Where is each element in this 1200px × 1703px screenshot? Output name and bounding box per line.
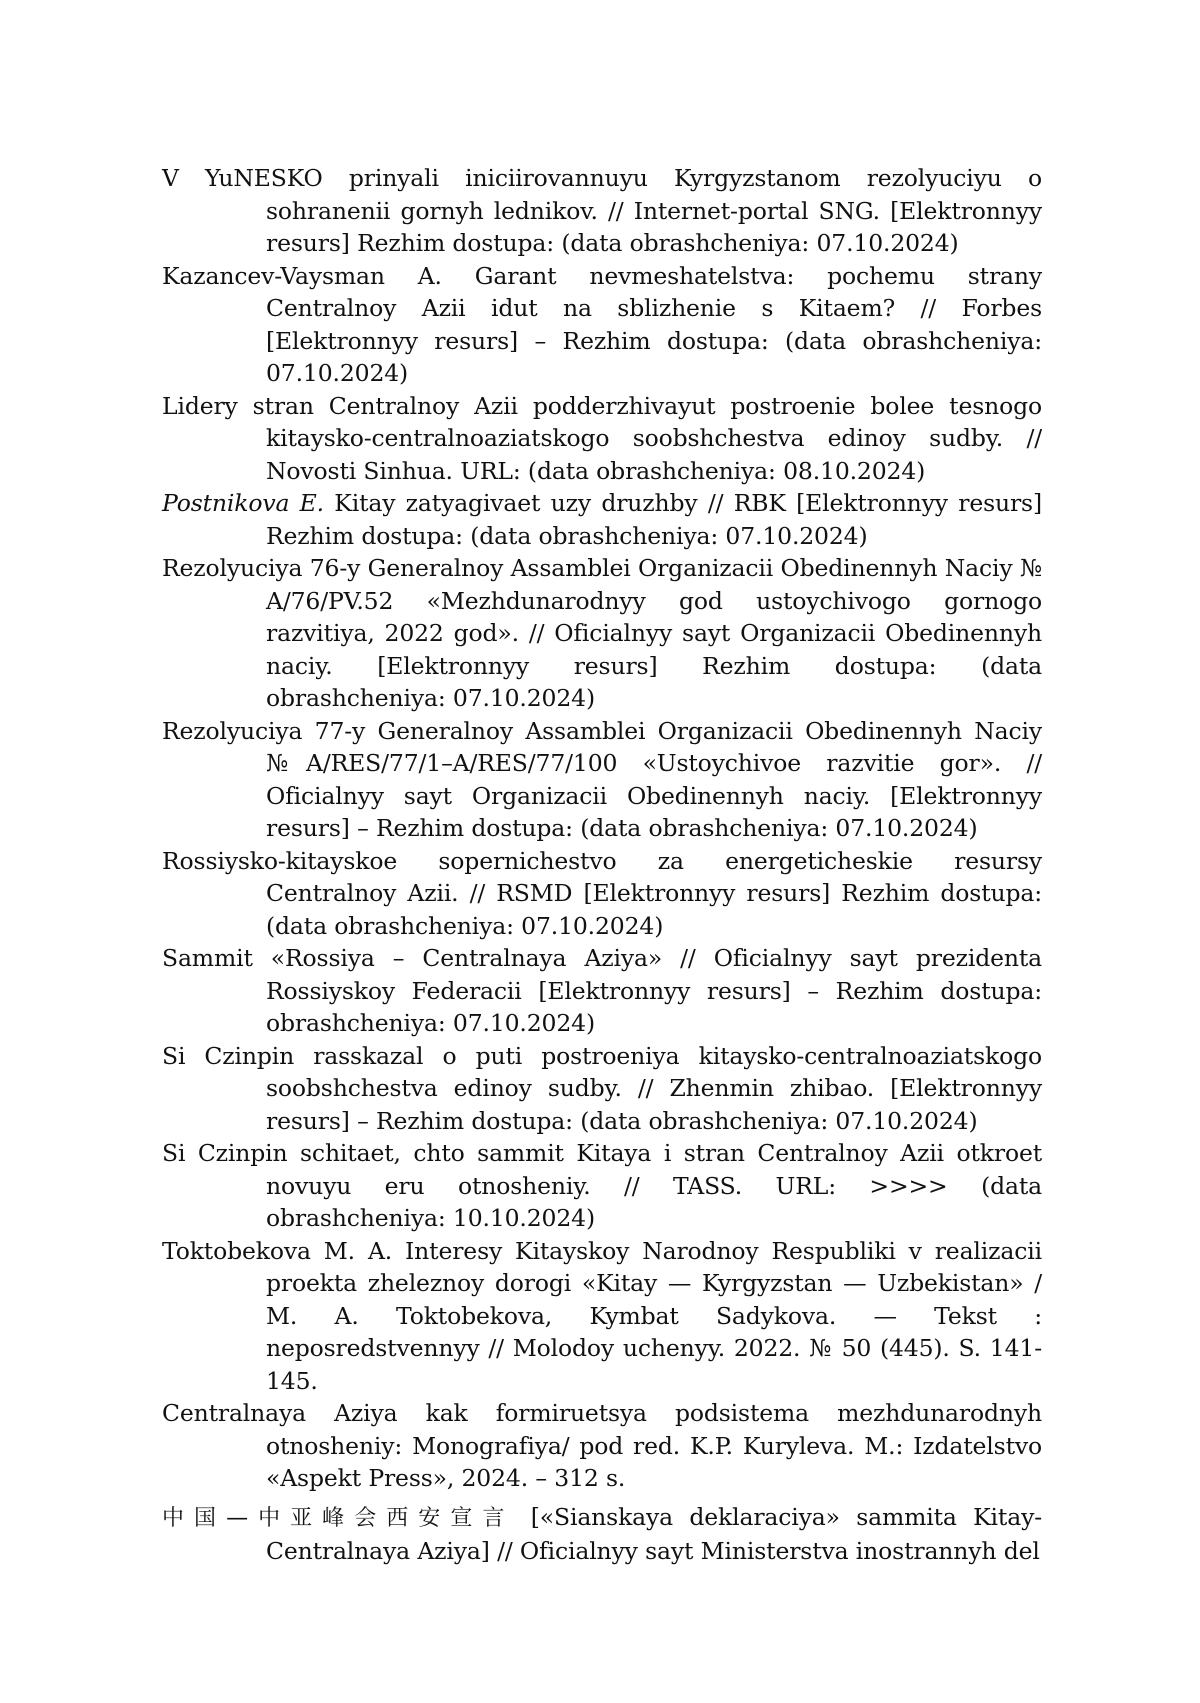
reference-text: Rezolyuciya 76-y Generalnoy Assamblei Organizacii Obedinennyh Naciy № A/76/PV.52 «Mezhdunarodnyy god ustoychivogo gornogo razvitiya, 2022 god». // Oficialnyy sayt Organizacii Obedinennyh naciy. [Elektronnyy resurs] Rezhim dostupa: (data obrashcheniya: 07.10.2024)	[162, 554, 1042, 712]
reference-item	[162, 845, 1042, 943]
reference-item	[162, 1137, 1042, 1235]
reference-text: V YuNESKO prinyali iniciirovannuyu Kyrgyzstanom rezolyuciyu o sohranenii gornyh lednikov. // Internet-portal SNG. [Elektronnyy resurs] Rezhim dostupa: (data obrashcheniya: 07.10.2024)	[162, 164, 1042, 257]
reference-text: Toktobekova M. A. Interesy Kitayskoy Narodnoy Respubliki v realizacii proekta zheleznoy dorogi «Kitay — Kyrgyzstan — Uzbekistan» / M. A. Toktobekova, Kymbat Sadykova. — Tekst : neposredstvennyy // Molodoy uchenyy. 2022. № 50 (445). S. 141-145.	[162, 1237, 1042, 1395]
reference-text: Si Czinpin schitaet, chto sammit Kitaya i stran Centralnoy Azii otkroet novuyu eru otnosheniy. // TASS. URL: >>>> (data obrashcheniya: 10.10.2024)	[162, 1139, 1042, 1232]
reference-text: Sammit «Rossiya – Centralnaya Aziya» // Oficialnyy sayt prezidenta Rossiyskoy Federacii [Elektronnyy resurs] – Rezhim dostupa: obrashcheniya: 07.10.2024)	[162, 944, 1042, 1037]
reference-text: [«Sianskaya deklaraciya» sammita Kitay-Centralnaya Aziya] // Oficialnyy sayt Ministerstva inostrannyh del	[266, 1503, 1042, 1566]
reference-item	[162, 390, 1042, 488]
reference-item	[162, 1397, 1042, 1495]
reference-item	[162, 487, 1042, 552]
reference-item	[162, 1501, 1042, 1568]
reference-text: Si Czinpin rasskazal o puti postroeniya kitaysko-centralnoaziatskogo soobshchestva edinoy sudby. // Zhenmin zhibao. [Elektronnyy resurs] – Rezhim dostupa: (data obrashcheniya: 07.10.2024)	[162, 1042, 1042, 1135]
reference-text: Kazancev-Vaysman A. Garant nevmeshatelstva: pochemu strany Centralnoy Azii idut na sblizhenie s Kitaem? // Forbes [Elektronnyy resurs] – Rezhim dostupa: (data obrashcheniya: 07.10.2024)	[162, 262, 1042, 388]
reference-item	[162, 260, 1042, 390]
reference-text: Rossiysko-kitayskoe sopernichestvo za energeticheskie resursy Centralnoy Azii. // RSMD [Elektronnyy resurs] Rezhim dostupa: (data obrashcheniya: 07.10.2024)	[162, 847, 1042, 940]
reference-author: Postnikova E.	[162, 489, 324, 517]
reference-text: Lidery stran Centralnoy Azii podderzhivayut postroenie bolee tesnogo kitaysko-centralnoaziatskogo soobshchestva edinoy sudby. // Novosti Sinhua. URL: (data obrashcheniya: 08.10.2024)	[162, 392, 1042, 485]
reference-list	[162, 162, 1042, 1568]
reference-item	[162, 162, 1042, 260]
reference-text: Rezolyuciya 77-y Generalnoy Assamblei Organizacii Obedinennyh Naciy №A/RES/77/1–A/RES/77/100 «Ustoychivoe razvitie gor». // Oficialnyy sayt Organizacii Obedinennyh naciy. [Elektronnyy resurs] – Rezhim dostupa: (data obrashcheniya: 07.10.2024)	[162, 717, 1042, 843]
reference-item	[162, 1235, 1042, 1398]
reference-text: Kitay zatyagivaet uzy druzhby // RBK [Elektronnyy resurs] Rezhim dostupa: (data obrashcheniya: 07.10.2024)	[266, 489, 1042, 550]
reference-item	[162, 1040, 1042, 1138]
reference-item	[162, 715, 1042, 845]
reference-cjk-title: 中国—中亚峰会西安宣言	[162, 1506, 514, 1531]
reference-item	[162, 942, 1042, 1040]
document-page	[0, 0, 1200, 1703]
reference-item	[162, 552, 1042, 715]
reference-text: Centralnaya Aziya kak formiruetsya podsistema mezhdunarodnyh otnosheniy: Monografiya/ pod red. K.P. Kuryleva. M.: Izdatelstvo «Aspekt Press», 2024. – 312 s.	[162, 1399, 1042, 1492]
